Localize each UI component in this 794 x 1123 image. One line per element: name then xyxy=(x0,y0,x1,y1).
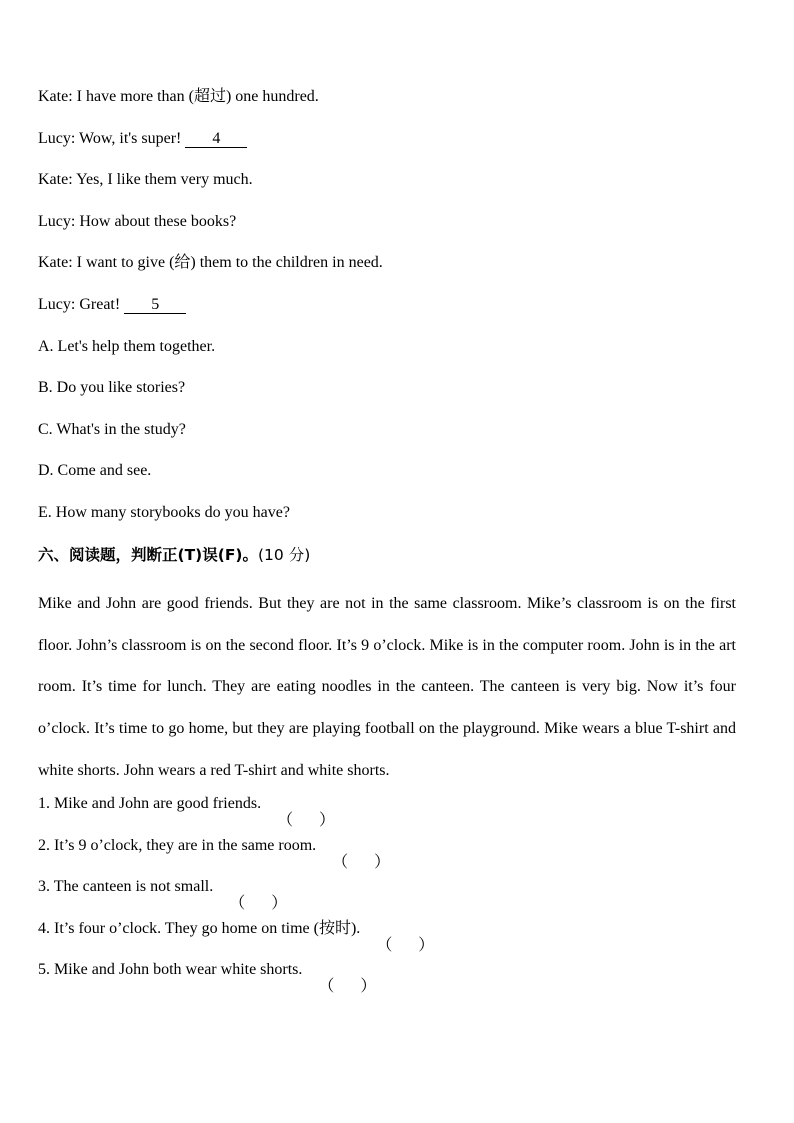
section-score: (10 分) xyxy=(258,545,311,564)
option-d: D. Come and see. xyxy=(38,462,152,480)
speaker-label: Kate: xyxy=(38,171,73,189)
question-text: 2. It’s 9 o’clock, they are in the same room. xyxy=(38,836,317,854)
paren-open: （ xyxy=(277,812,294,830)
dialogue-line xyxy=(38,292,738,334)
question-text: 5. Mike and John both wear white shorts. xyxy=(38,961,303,979)
paren-close: ） xyxy=(418,936,435,954)
dialogue-line xyxy=(38,167,738,209)
answer-blank-4[interactable]: 4 xyxy=(185,131,247,148)
paren-close: ） xyxy=(374,853,391,871)
dialogue-text: How about these books? xyxy=(79,212,237,230)
section-heading xyxy=(38,542,738,584)
paren-open: （ xyxy=(318,978,335,996)
question-3 xyxy=(38,874,738,916)
question-5 xyxy=(38,957,738,999)
speaker-label: Lucy: xyxy=(38,295,76,313)
dialogue-text: Yes, I like them very much. xyxy=(76,171,253,189)
dialogue-text: Great! xyxy=(79,295,121,313)
question-4 xyxy=(38,916,738,958)
section-title: 六、阅读题，判断正(T)误(F)。 xyxy=(38,545,258,564)
dialogue-line xyxy=(38,209,738,251)
option-b: B. Do you like stories? xyxy=(38,379,186,397)
speaker-label: Lucy: xyxy=(38,212,76,230)
paren-open: （ xyxy=(376,936,393,954)
speaker-label: Kate: xyxy=(38,88,73,105)
question-text: 3. The canteen is not small. xyxy=(38,878,214,896)
paren-open: （ xyxy=(229,895,246,913)
reading-passage: Mike and John are good friends. But they are not in the same classroom. Mike’s classroom is on the first floor. John’s classroom is on the second floor. It’s 9 o’clock. Mike is in the computer room. John is in the art room. It’s time for lunch. They are eating noodles in the canteen. The canteen is very big. Now it’s four o’clock. It’s time to go home, but they are playing football on the playground. Mike wears a blue T-shirt and white shorts. John wears a red T-shirt and white shorts. xyxy=(38,595,736,779)
speaker-label: Lucy: xyxy=(38,129,76,147)
dialogue-text: Wow, it's super! xyxy=(79,129,182,147)
option-a: A. Let's help them together. xyxy=(38,337,216,355)
question-1 xyxy=(38,791,738,833)
question-text: 4. It’s four o’clock. They go home on time (按时). xyxy=(38,919,361,937)
dialogue-line xyxy=(38,126,738,168)
dialogue-text: I have more than (超过) one hundred. xyxy=(76,88,319,105)
worksheet-page xyxy=(38,84,738,999)
question-2 xyxy=(38,833,738,875)
paren-close: ） xyxy=(271,895,288,913)
paren-close: ） xyxy=(319,812,336,830)
dialogue-line xyxy=(38,250,738,292)
dialogue-line xyxy=(38,84,738,126)
paren-open: （ xyxy=(332,853,349,871)
dialogue-text: I want to give (给) them to the children in need. xyxy=(76,254,383,272)
option-e: E. How many storybooks do you have? xyxy=(38,503,290,521)
speaker-label: Kate: xyxy=(38,254,73,272)
question-text: 1. Mike and John are good friends. xyxy=(38,795,262,813)
answer-blank-5[interactable]: 5 xyxy=(124,297,186,314)
paren-close: ） xyxy=(360,978,377,996)
option-c: C. What's in the study? xyxy=(38,420,186,438)
